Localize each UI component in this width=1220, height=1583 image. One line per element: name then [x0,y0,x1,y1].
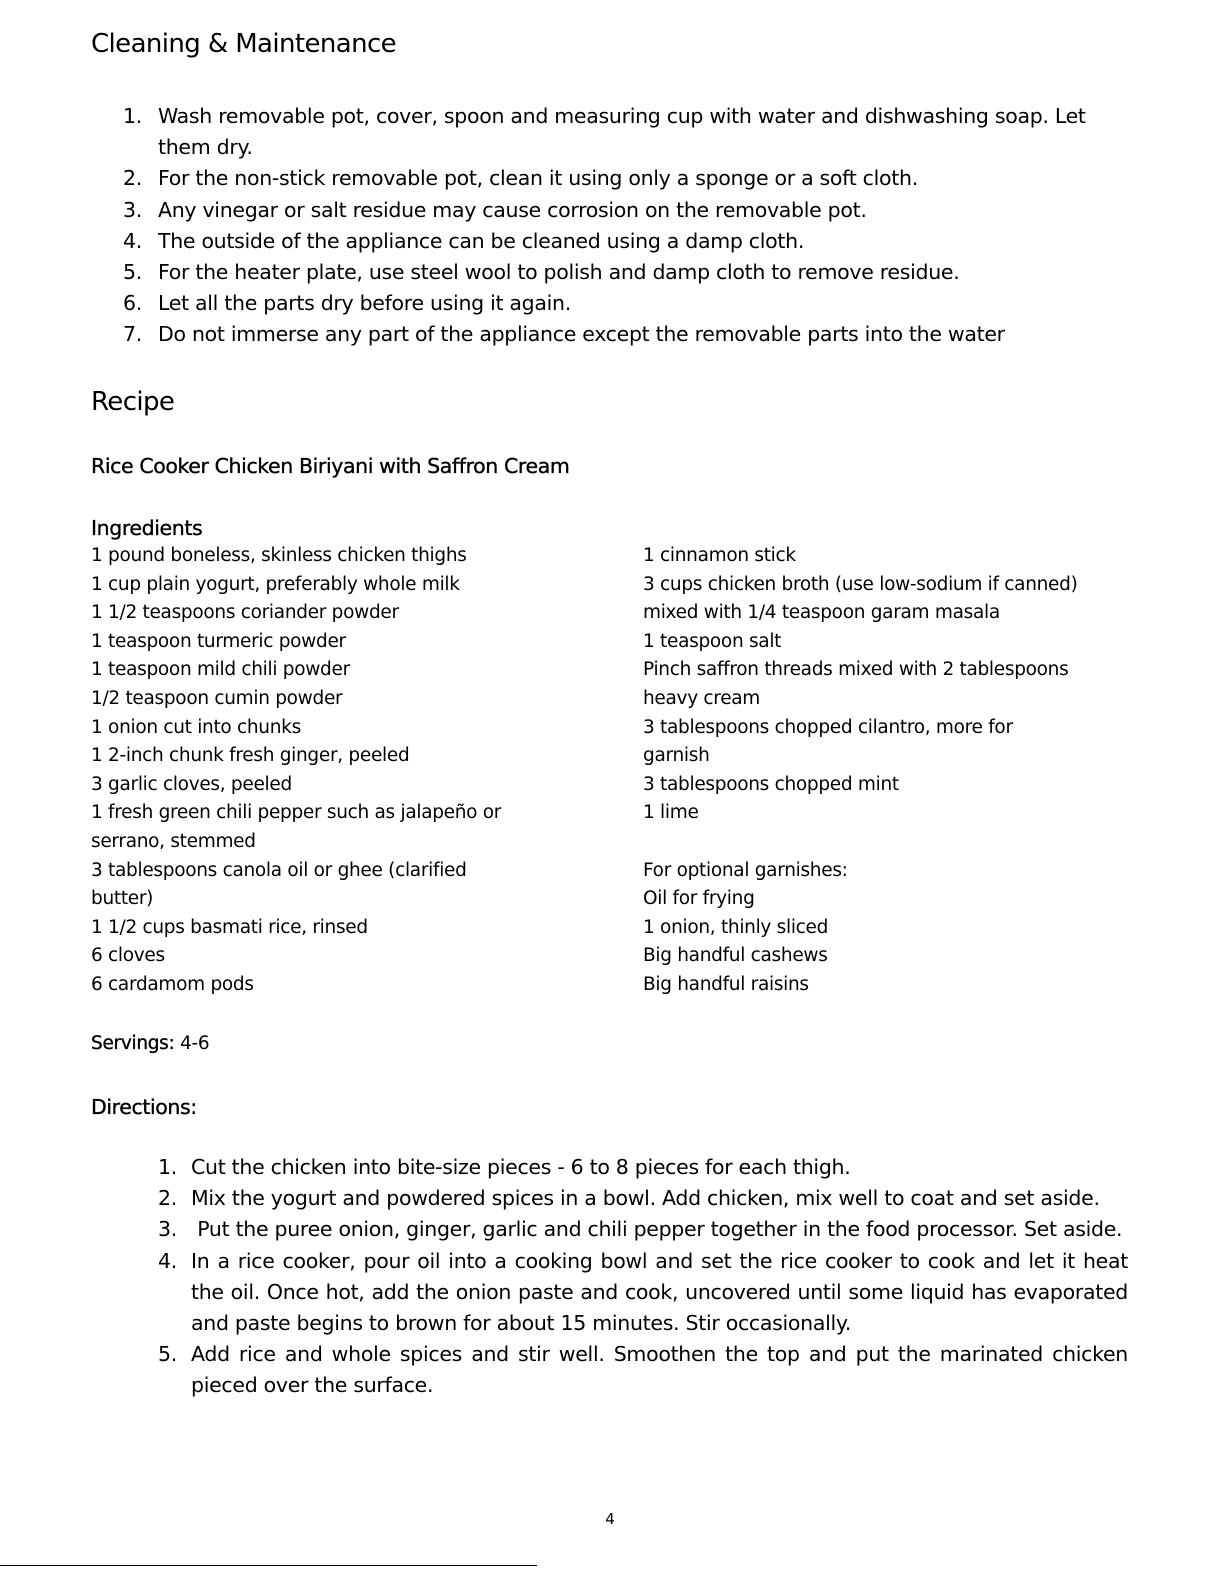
list-item-text: For the non-stick removable pot, clean it using only a sponge or a soft cloth. [158,166,918,191]
list-item: 3. Put the puree onion, ginger, garlic and chili pepper together in the food processor. Set aside. [158,1217,1123,1242]
ingredient-item: 3 tablespoons canola oil or ghee (clarified butter) [91,859,467,910]
list-item: 4. In a rice cooker, pour oil into a cooking bowl and set the rice cooker to cook and let it heat the oil. Once hot, add the onion paste and cook, uncovered until some liquid has evaporated and paste begins to brown for about 15 minutes. Stir occasionally. [158,1248,1128,1336]
page-number: 4 [605,1510,615,1528]
ingredient-item: 3 cups chicken broth (use low-sodium if canned) mixed with 1/4 teaspoon garam masala [643,573,1078,624]
servings-line [91,1032,209,1056]
garnish-item: Oil for frying [643,888,755,910]
recipe-heading: Recipe [91,387,175,417]
ingredient-item: 1 1/2 cups basmati rice, rinsed [91,916,368,938]
ingredients-heading: Ingredients [91,516,203,540]
list-item: 6. Let all the parts dry before using it again. [123,291,571,316]
list-item: 3. Any vinegar or salt residue may cause corrosion on the removable pot. [123,197,867,222]
recipe-title: Rice Cooker Chicken Biriyani with Saffron Cream [91,454,570,478]
list-item: 5. Add rice and whole spices and stir well. Smoothen the top and put the marinated chicken pieced over the surface. [158,1342,1128,1398]
list-item-text: Any vinegar or salt residue may cause corrosion on the removable pot. [158,197,867,222]
ingredient-item: 1 pound boneless, skinless chicken thighs [91,545,467,566]
ingredient-item: 1/2 teaspoon cumin powder [91,687,343,709]
ingredient-item: 1 2-inch chunk fresh ginger, peeled [91,745,410,767]
directions-list [158,1152,1128,1402]
ingredient-item: 3 tablespoons chopped mint [643,773,899,795]
list-item: 2. Mix the yogurt and powdered spices in a bowl. Add chicken, mix well to coat and set aside. [158,1186,1100,1211]
ingredient-item: 1 1/2 teaspoons coriander powder [91,602,399,624]
ingredient-item: 1 cinnamon stick [643,545,796,566]
ingredients-left-column [91,542,591,1000]
list-item-text: Let all the parts dry before using it again. [158,291,571,316]
list-item-text: Do not immerse any part of the appliance except the removable parts into the water [158,322,1005,347]
list-item: 1. Wash removable pot, cover, spoon and measuring cup with water and dishwashing soap. Let them dry. [123,104,1086,160]
list-item: 5. For the heater plate, use steel wool to polish and damp cloth to remove residue. [123,260,960,285]
ingredient-item: 1 fresh green chili pepper such as jalapeño or serrano, stemmed [91,802,502,852]
garnish-heading: For optional garnishes: [643,859,848,881]
ingredient-item: 3 tablespoons chopped cilantro, more for garnish [643,716,1013,767]
list-item: 2. For the non-stick removable pot, clean it using only a sponge or a soft cloth. [123,166,918,191]
footer-rule [0,1565,537,1566]
list-item-text: For the heater plate, use steel wool to polish and damp cloth to remove residue. [158,260,960,285]
ingredient-item: 6 cardamom pods [91,973,254,995]
list-item-text: In a rice cooker, pour oil into a cooking bowl and set the rice cooker to cook and let it heat the oil. Once hot, add the onion paste and cook, uncovered until some liquid has evaporated and paste begins to brown for about 15 minutes. Stir occasionally. [191,1248,1128,1336]
cleaning-heading: Cleaning & Maintenance [91,29,397,59]
garnish-item: 1 onion, thinly sliced [643,916,829,938]
cleaning-list [123,101,1133,351]
list-item: 4. The outside of the appliance can be cleaned using a damp cloth. [123,228,805,253]
servings-label: Servings: [91,1033,175,1054]
list-item-text: The outside of the appliance can be cleaned using a damp cloth. [158,228,805,253]
ingredient-item: 1 teaspoon mild chili powder [91,659,350,681]
list-item: 1. Cut the chicken into bite-size pieces - 6 to 8 pieces for each thigh. [158,1155,851,1179]
ingredients-right-column [643,542,1138,1000]
ingredient-item: 1 teaspoon turmeric powder [91,630,346,652]
ingredient-item: 3 garlic cloves, peeled [91,773,292,795]
servings-value: 4-6 [174,1033,210,1054]
list-item: 7. Do not immerse any part of the appliance except the removable parts into the water [123,322,1005,347]
ingredient-item: 6 cloves [91,945,165,967]
list-item-text: Add rice and whole spices and stir well. Smoothen the top and put the marinated chicken pieced over the surface. [191,1342,1128,1398]
ingredient-item: 1 onion cut into chunks [91,716,301,738]
list-item-text: Wash removable pot, cover, spoon and measuring cup with water and dishwashing soap. Let them dry. [158,104,1086,160]
list-item-text: Put the puree onion, ginger, garlic and chili pepper together in the food processor. Set aside. [191,1217,1123,1242]
ingredient-item: 1 lime [643,802,699,824]
spacer [643,828,1138,857]
directions-heading: Directions: [91,1095,197,1119]
ingredient-item: 1 cup plain yogurt, preferably whole milk [91,573,460,595]
garnish-item: Big handful cashews [643,945,828,967]
garnish-item: Big handful raisins [643,973,809,995]
list-item-text: Mix the yogurt and powdered spices in a bowl. Add chicken, mix well to coat and set aside. [191,1186,1100,1211]
list-item-text: Cut the chicken into bite-size pieces - 6 to 8 pieces for each thigh. [191,1155,851,1179]
ingredient-item: Pinch saffron threads mixed with 2 tablespoons heavy cream [643,659,1069,709]
ingredient-item: 1 teaspoon salt [643,630,782,652]
